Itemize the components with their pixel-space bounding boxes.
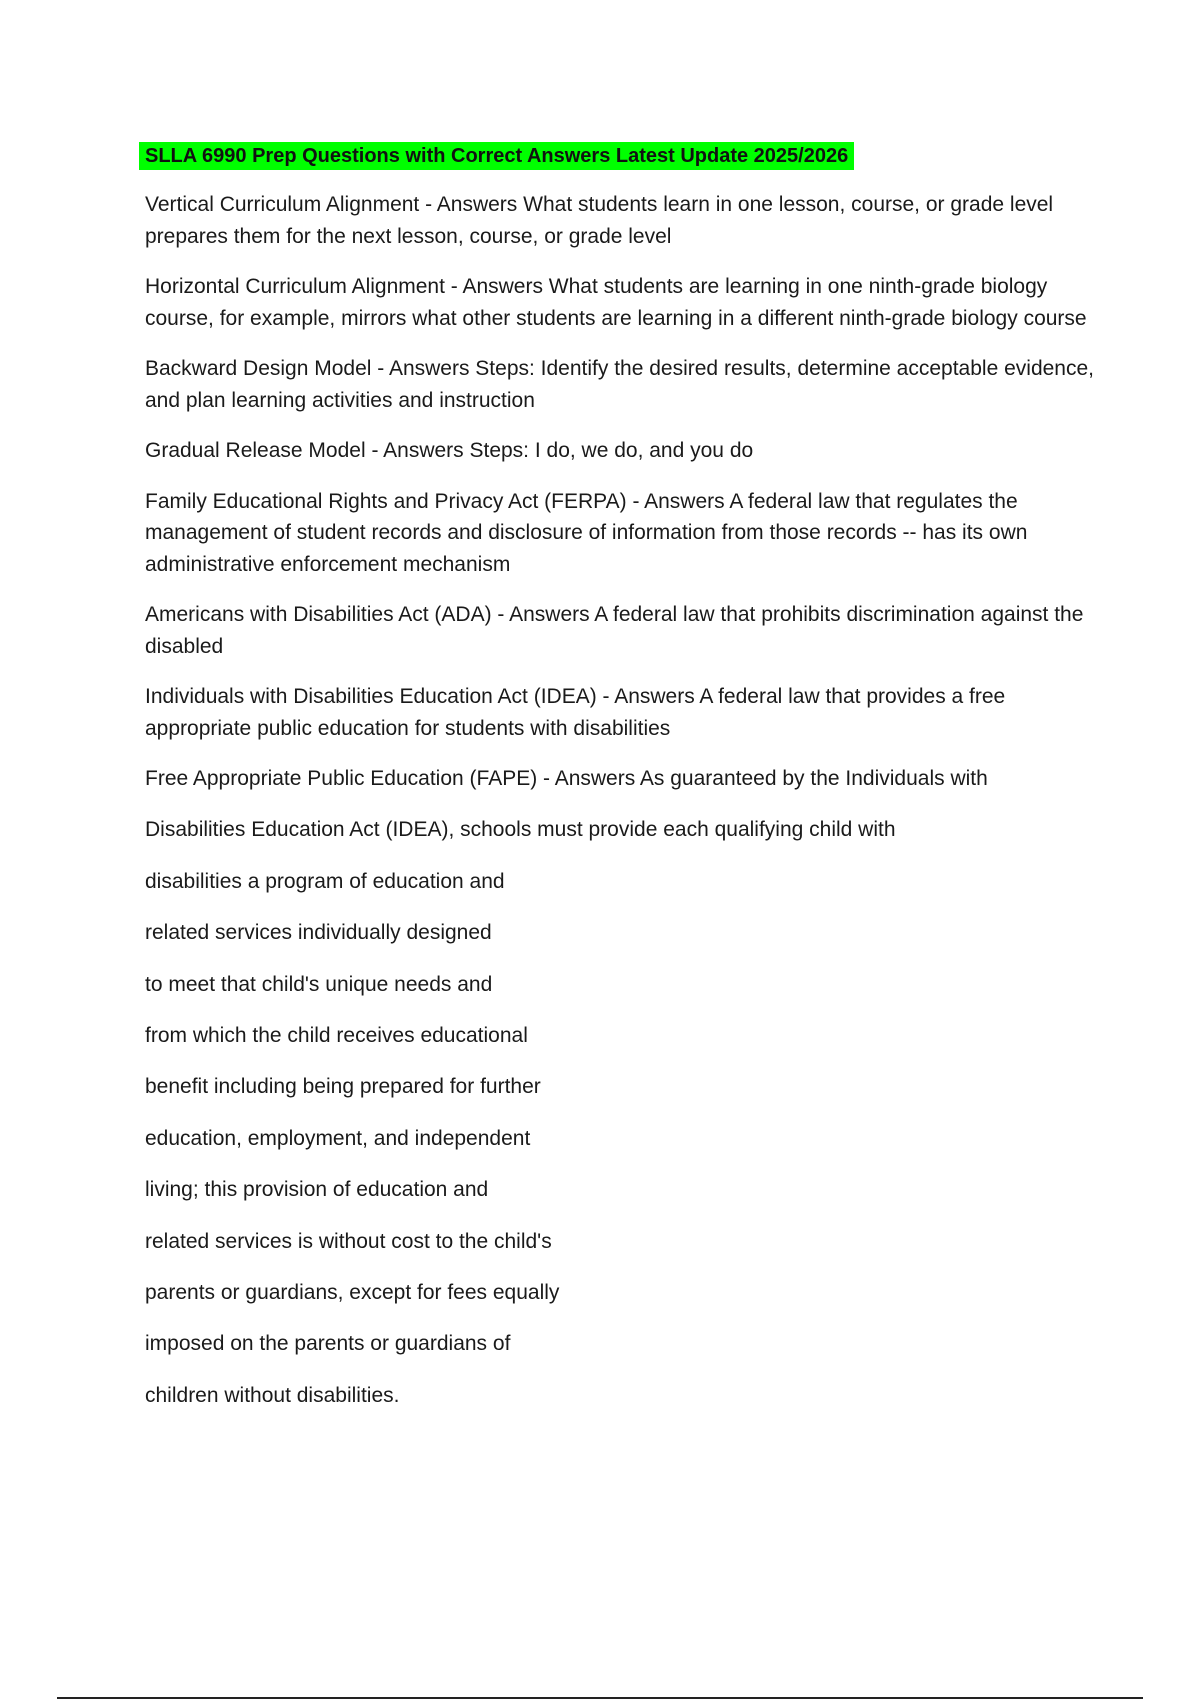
fape-line: education, employment, and independent — [145, 1126, 531, 1150]
entry-backward-design-model: Backward Design Model - Answers Steps: Identify the desired results, determine acceptable evidence, and plan learning activities and instruction — [145, 357, 1094, 412]
entry-idea: Individuals with Disabilities Education Act (IDEA) - Answers A federal law that provides a free appropriate public education for students with disabilities — [145, 685, 1006, 740]
fape-line: related services individually designed — [145, 921, 492, 945]
entry-vertical-curriculum-alignment: Vertical Curriculum Alignment - Answers What students learn in one lesson, course, or grade level prepares them for the next lesson, course, or grade level — [145, 193, 1054, 248]
fape-line: from which the child receives educational — [145, 1023, 528, 1047]
entry-ferpa: Family Educational Rights and Privacy Act (FERPA) - Answers A federal law that regulates the management of student records and disclosure of information from those records -- has its own administrative enforcement mechanism — [145, 489, 1028, 576]
fape-line: Free Appropriate Public Education (FAPE) - Answers As guaranteed by the Individuals with — [145, 767, 988, 790]
entry-horizontal-curriculum-alignment: Horizontal Curriculum Alignment - Answers What students are learning in one ninth-grade biology course, for example, mirrors what other students are learning in a different ninth-grade biology course — [145, 275, 1087, 330]
fape-line: to meet that child's unique needs and — [145, 972, 493, 996]
fape-line: Disabilities Education Act (IDEA), schools must provide each qualifying child with — [145, 818, 896, 842]
fape-line: parents or guardians, except for fees equally — [145, 1280, 560, 1304]
fape-line: children without disabilities. — [145, 1383, 400, 1407]
document-content — [145, 142, 1095, 1431]
entry-ada: Americans with Disabilities Act (ADA) - Answers A federal law that prohibits discrimination against the disabled — [145, 603, 1084, 658]
document-title: SLLA 6990 Prep Questions with Correct Answers Latest Update 2025/2026 — [139, 142, 854, 170]
fape-line: benefit including being prepared for further — [145, 1075, 541, 1099]
entry-fape — [145, 763, 1095, 1411]
fape-line: living; this provision of education and — [145, 1178, 489, 1202]
fape-line: imposed on the parents or guardians of — [145, 1332, 511, 1356]
bottom-divider — [57, 1697, 1143, 1699]
entry-gradual-release-model: Gradual Release Model - Answers Steps: I do, we do, and you do — [145, 439, 754, 462]
fape-line: related services is without cost to the child's — [145, 1229, 552, 1253]
fape-line: disabilities a program of education and — [145, 869, 505, 893]
